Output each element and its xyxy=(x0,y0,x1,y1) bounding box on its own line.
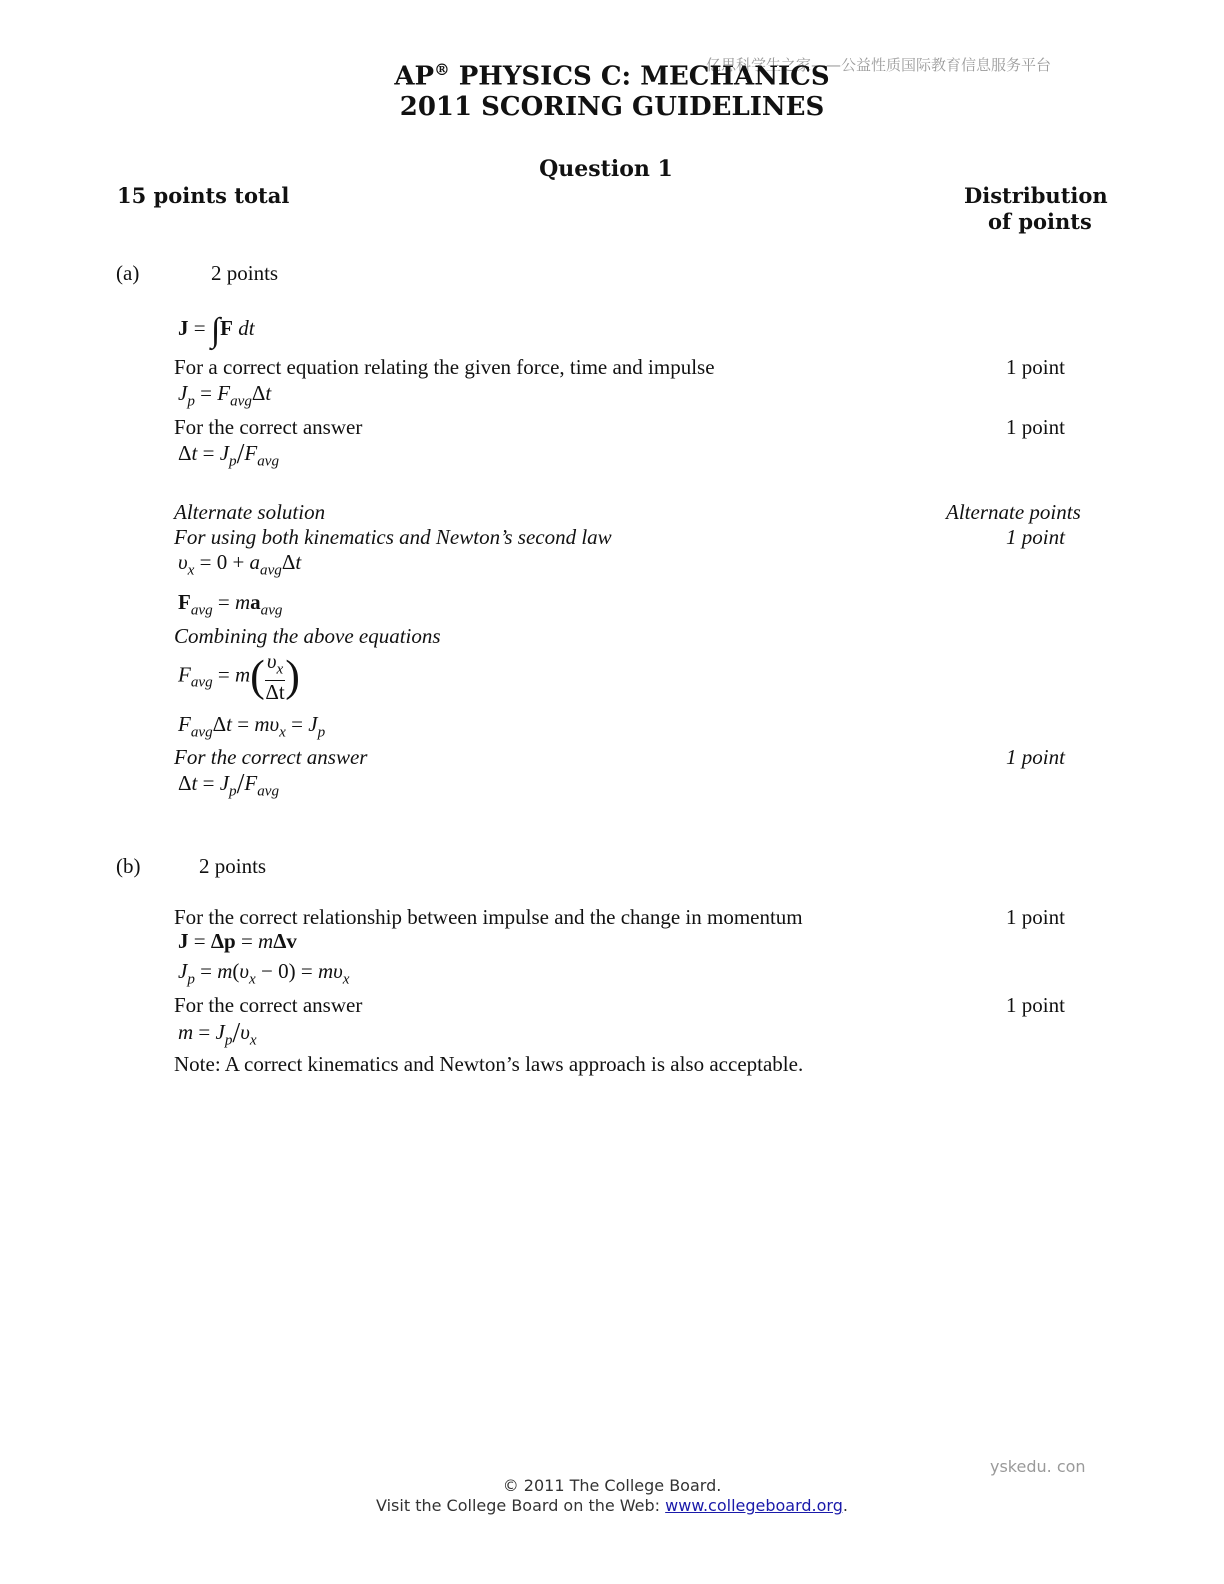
alternate-criterion-1-points: 1 point xyxy=(1006,525,1065,549)
equation-favg-fraction: $F_{avg} = m$( $\frac{\upsilon_x}{\Delta t}$ ) xyxy=(178,649,300,705)
part-a-criterion-2: For the correct answer xyxy=(174,415,363,439)
part-a-criterion-1-points: 1 point xyxy=(1006,355,1065,379)
footer-visit-line: Visit the College Board on the Web: www.collegeboard.org. xyxy=(376,1496,848,1515)
part-b-note: Note: A correct kinematics and Newton’s laws approach is also acceptable. xyxy=(174,1052,804,1076)
equation-delta-t-alt: $\Delta t = J_p/F_{avg}$ xyxy=(178,769,280,800)
registered-mark: ® xyxy=(434,60,450,79)
part-b-label: (b) xyxy=(116,854,141,878)
part-a-criterion-1: For a correct equation relating the given force, time and impulse xyxy=(174,355,715,379)
part-a-points: 2 points xyxy=(211,261,279,285)
collegeboard-link[interactable]: www.collegeboard.org xyxy=(665,1496,843,1515)
watermark-bottom: yskedu. con xyxy=(990,1457,1086,1476)
part-b-points: 2 points xyxy=(199,854,267,878)
alternate-points-label: Alternate points xyxy=(946,500,1081,524)
alternate-solution-label: Alternate solution xyxy=(174,500,326,524)
question-title: Question 1 xyxy=(539,156,673,182)
alternate-criterion-2-points: 1 point xyxy=(1006,745,1065,769)
equation-kinematics: $\upsilon_x = 0 + a_{avg}\Delta t$ xyxy=(178,550,302,579)
footer-copyright: © 2011 The College Board. xyxy=(502,1476,722,1495)
equation-mass: $m = J_p/\upsilon_x$ xyxy=(178,1018,257,1049)
alternate-criterion-1: For using both kinematics and Newton’s second law xyxy=(174,525,612,549)
equation-delta-t: $\Delta t = J_p/F_{avg}$ xyxy=(178,439,280,470)
part-b-criterion-2-points: 1 point xyxy=(1006,993,1065,1017)
alternate-combining-text: Combining the above equations xyxy=(174,624,441,648)
equation-impulse-integral: J = ∫F dt xyxy=(178,312,255,349)
equation-impulse-momentum: J = Δp = mΔv xyxy=(178,929,297,953)
part-b-criterion-1-points: 1 point xyxy=(1006,905,1065,929)
document-subtitle: 2011 SCORING GUIDELINES xyxy=(399,92,825,122)
equation-favg-mv: $F_{avg}\Delta t = m\upsilon_x = J_p$ xyxy=(178,712,326,741)
distribution-heading-line2: of points xyxy=(988,209,1092,234)
part-a-criterion-2-points: 1 point xyxy=(1006,415,1065,439)
part-b-criterion-2: For the correct answer xyxy=(174,993,363,1017)
alternate-criterion-2: For the correct answer xyxy=(174,745,368,769)
part-b-criterion-1: For the correct relationship between impulse and the change in momentum xyxy=(174,905,803,929)
part-a-label: (a) xyxy=(116,261,140,285)
total-points: 15 points total xyxy=(117,183,290,208)
equation-jp-favg: $J_p = F_{avg}\Delta t$ xyxy=(178,381,272,410)
equation-jp-momentum: $J_p = m(\upsilon_x - 0) = m\upsilon_x$ xyxy=(178,959,350,988)
watermark-text: 亿思科学生之家——公益性质国际教育信息服务平台 xyxy=(706,56,1052,74)
equation-newton-second-law: $F_{avg} = ma_{avg}$ xyxy=(178,590,283,619)
distribution-heading-line1: Distribution xyxy=(964,183,1108,208)
document-title: AP® PHYSICS C: MECHANICS xyxy=(394,60,830,92)
